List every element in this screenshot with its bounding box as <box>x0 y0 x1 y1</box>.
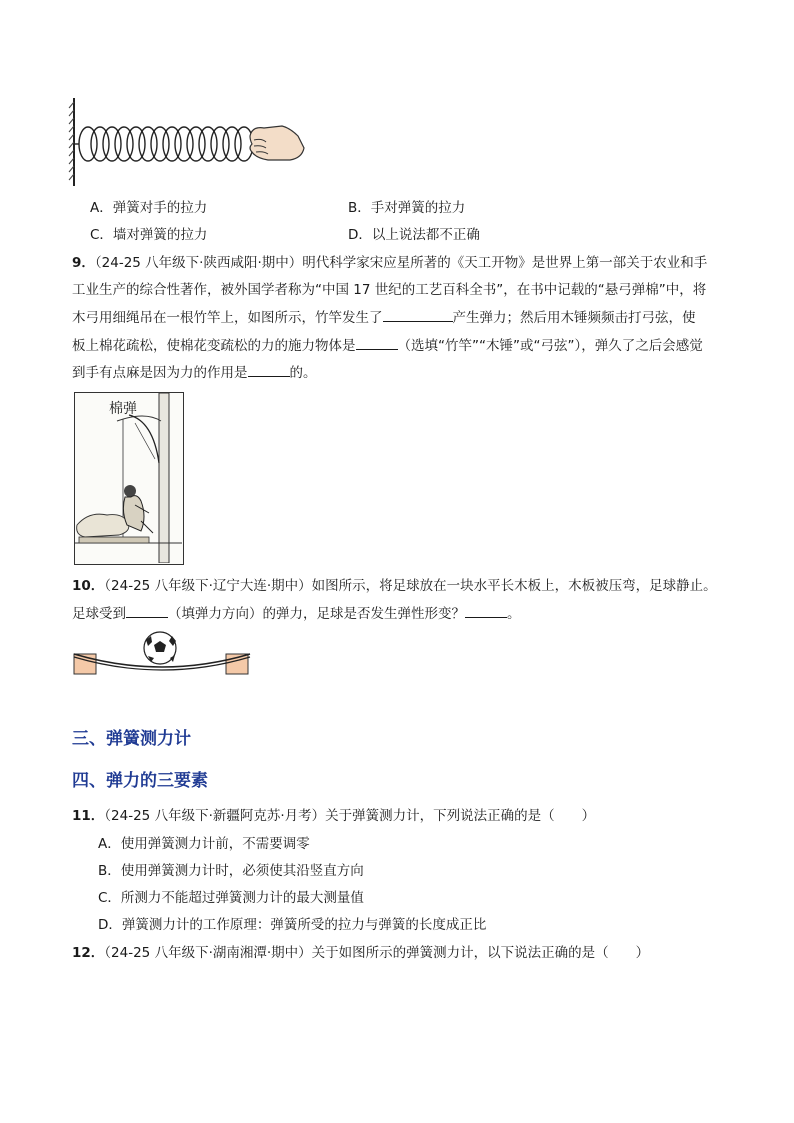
answer-blank[interactable] <box>465 603 507 618</box>
question-number: 12． <box>72 945 105 961</box>
q9-text: 明代科学家宋应星所著的《天工开物》是世界上第一部关于农业和手 <box>302 255 708 271</box>
q12-text: 关于如图所示的弹簧测力计，以下说法正确的是（ ） <box>311 945 650 961</box>
q11-text: 关于弹簧测力计，下列说法正确的是（ ） <box>325 808 596 824</box>
question-source: （24-25 八年级下·辽宁大连·期中） <box>104 578 312 594</box>
question-number: 9． <box>72 255 95 271</box>
q9-text: 木弓用细绳吊在一根竹竿上，如图所示，竹竿发生了 <box>72 310 383 326</box>
question-source: （24-25 八年级下·陕西咸阳·期中） <box>94 255 303 271</box>
q9-line-4 <box>72 335 703 356</box>
question-number: 11． <box>72 808 105 824</box>
q10-text: 。 <box>507 606 521 622</box>
q11-option-c: C．所测力不能超过弹簧测力计的最大测量值 <box>98 890 364 906</box>
q9-text: 产生弹力；然后用木锤频频击打弓弦，使 <box>452 310 696 326</box>
q11-option-a: A．使用弹簧测力计前，不需要调零 <box>98 836 310 852</box>
q9-text: 板上棉花疏松，使棉花变疏松的力的施力物体是 <box>72 338 356 354</box>
cotton-bow-figure <box>74 392 184 565</box>
q9-text: 的。 <box>289 365 317 381</box>
question-source: （24-25 八年级下·湖南湘潭·期中） <box>104 945 312 961</box>
answer-blank[interactable] <box>126 603 168 618</box>
q10-line-1 <box>72 576 717 596</box>
q10-text: 足球受到 <box>72 606 126 622</box>
figure-caption: 棉弹 <box>109 401 137 417</box>
q11-option-d: D．弹簧测力计的工作原理：弹簧所受的拉力与弹簧的长度成正比 <box>98 917 487 933</box>
q10-text: 如图所示，将足球放在一块水平长木板上，木板被压弯，足球静止。 <box>311 578 717 594</box>
ball-on-board-figure <box>72 628 252 676</box>
q9-text: （选填“竹竿”“木锤”或“弓弦”），弹久了之后会感觉 <box>397 338 703 354</box>
q9-line-1 <box>72 253 707 273</box>
answer-blank[interactable] <box>383 307 453 322</box>
q9-line-5 <box>72 362 317 383</box>
q10-line-2 <box>72 603 521 624</box>
spring-hand-figure <box>68 96 308 188</box>
q11-option-b: B．使用弹簧测力计时，必须使其沿竖直方向 <box>98 863 364 879</box>
q8-option-a: A．弹簧对手的拉力 <box>90 200 208 216</box>
q9-text: 到手有点麻是因为力的作用是 <box>72 365 248 381</box>
q9-line-2: 工业生产的综合性著作，被外国学者称为“中国 17 世纪的工艺百科全书”，在书中记载的“悬弓弹棉”中，将 <box>72 282 707 298</box>
question-number: 10． <box>72 578 105 594</box>
section-heading-4: 四、弹力的三要素 <box>72 771 208 791</box>
q8-option-c: C．墙对弹簧的拉力 <box>90 227 208 243</box>
q8-option-d: D．以上说法都不正确 <box>348 227 480 243</box>
section-heading-3: 三、弹簧测力计 <box>72 729 191 749</box>
answer-blank[interactable] <box>248 362 290 377</box>
q12-stem <box>72 943 649 963</box>
q8-option-b: B．手对弹簧的拉力 <box>348 200 466 216</box>
answer-blank[interactable] <box>356 335 398 350</box>
question-source: （24-25 八年级下·新疆阿克苏·月考） <box>104 808 326 824</box>
q11-stem <box>72 806 595 826</box>
q9-line-3 <box>72 307 696 328</box>
q10-text: （填弹力方向）的弹力，足球是否发生弹性形变？ <box>168 606 465 622</box>
